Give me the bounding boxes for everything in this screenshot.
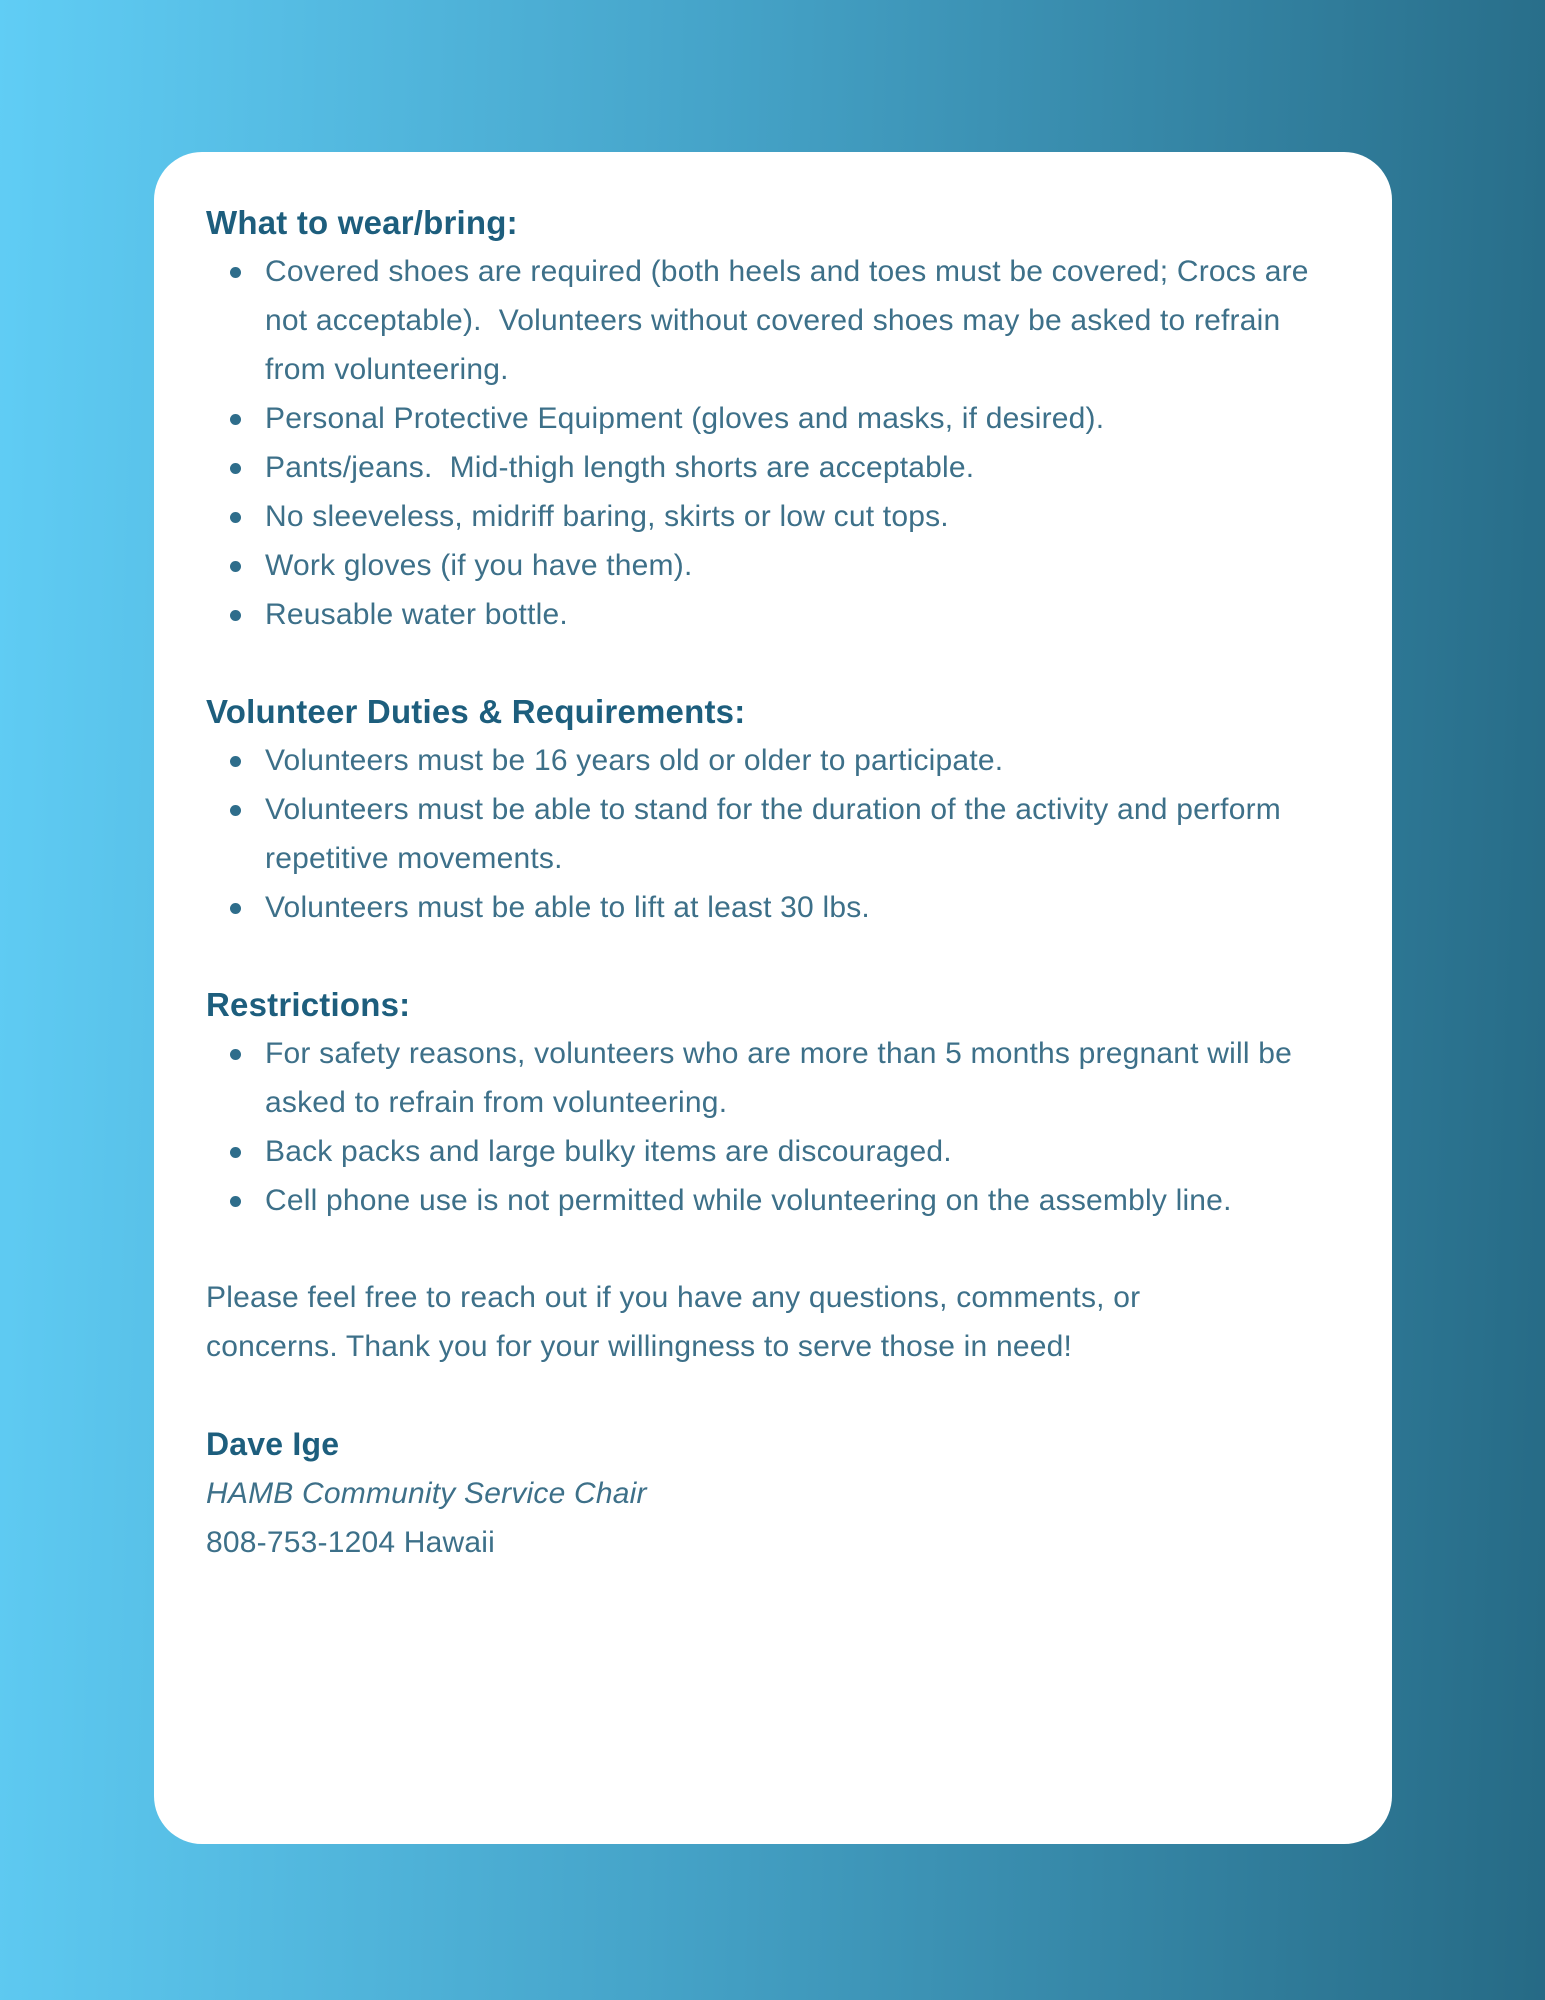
bullet-icon <box>230 561 241 572</box>
signature-phone: 808-753-1204 Hawaii <box>206 1526 495 1559</box>
bullet-item <box>220 590 1334 639</box>
bullet-text: Volunteers must be 16 years old or older to participate. <box>265 744 1004 777</box>
bullet-text: For safety reasons, volunteers who are more than 5 months pregnant will be asked to refrain from volunteering. <box>265 1037 1301 1119</box>
bullet-item <box>220 736 1334 785</box>
signature-title: HAMB Community Service Chair <box>206 1477 647 1510</box>
closing-paragraph: Please feel free to reach out if you have any questions, comments, or concerns. Thank you for your willingness to serve those in need! <box>206 1281 1141 1363</box>
bullet-text: No sleeveless, midriff baring, skirts or low cut tops. <box>265 500 949 533</box>
section-what-to-wear <box>206 198 1334 639</box>
section-volunteer-duties <box>206 687 1334 932</box>
bullet-item <box>220 1176 1334 1225</box>
bullet-item <box>220 1127 1334 1176</box>
bullet-item <box>220 541 1334 590</box>
bullet-text: Pants/jeans. Mid-thigh length shorts are acceptable. <box>265 451 975 484</box>
section-heading-restrictions: Restrictions: <box>206 986 411 1023</box>
content-card <box>154 152 1392 1844</box>
bullet-item <box>220 247 1334 394</box>
bullet-item <box>220 492 1334 541</box>
bullet-list-volunteer-duties <box>206 736 1334 932</box>
bullet-text: Personal Protective Equipment (gloves and masks, if desired). <box>265 402 1105 435</box>
bullet-item <box>220 443 1334 492</box>
bullet-icon <box>230 903 241 914</box>
signature-name: Dave Ige <box>206 1426 340 1462</box>
bullet-icon <box>230 463 241 474</box>
bullet-icon <box>230 267 241 278</box>
bullet-text: Reusable water bottle. <box>265 598 568 631</box>
bullet-text: Volunteers must be able to lift at least 30 lbs. <box>265 891 870 924</box>
section-restrictions <box>206 980 1334 1225</box>
bullet-list-restrictions <box>206 1029 1334 1225</box>
bullet-text: Work gloves (if you have them). <box>265 549 693 582</box>
bullet-icon <box>230 414 241 425</box>
bullet-icon <box>230 805 241 816</box>
bullet-item <box>220 883 1334 932</box>
bullet-icon <box>230 512 241 523</box>
bullet-text: Back packs and large bulky items are discouraged. <box>265 1135 952 1168</box>
bullet-icon <box>230 1049 241 1060</box>
bullet-text: Cell phone use is not permitted while volunteering on the assembly line. <box>265 1184 1232 1217</box>
bullet-item <box>220 394 1334 443</box>
bullet-icon <box>230 1147 241 1158</box>
bullet-text: Volunteers must be able to stand for the duration of the activity and perform repetitive movements. <box>265 793 1290 875</box>
bullet-icon <box>230 756 241 767</box>
bullet-list-what-to-wear <box>206 247 1334 639</box>
bullet-text: Covered shoes are required (both heels and toes must be covered; Crocs are not acceptable). Volunteers without covered shoes may be asked to refrain from volunteering. <box>265 255 1318 386</box>
section-heading-volunteer-duties: Volunteer Duties & Requirements: <box>206 693 746 730</box>
bullet-icon <box>230 610 241 621</box>
bullet-item <box>220 785 1334 883</box>
section-heading-what-to-wear: What to wear/bring: <box>206 204 518 241</box>
bullet-icon <box>230 1196 241 1207</box>
signature-block <box>206 1420 1334 1567</box>
bullet-item <box>220 1029 1334 1127</box>
